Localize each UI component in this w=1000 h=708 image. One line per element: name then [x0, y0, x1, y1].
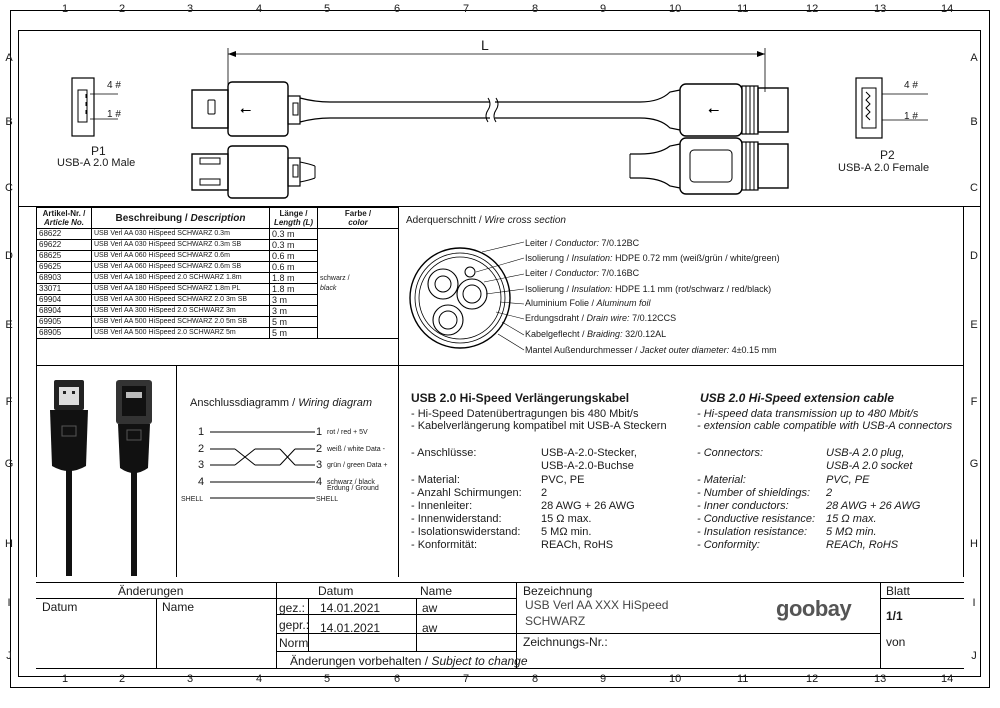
spec-bullet: - extension cable compatible with USB-A connectors — [697, 420, 953, 432]
article-description: USB Verl AA 300 HiSpeed SCHWARZ 2.0 3m SB — [92, 295, 270, 306]
cross-section-item: Erdungsdraht / Drain wire: 7/0.12CCS — [525, 313, 677, 323]
spec-value: USB-A 2.0 socket — [826, 460, 913, 472]
cross-section-item: Isolierung / Insulation: HDPE 0.72 mm (weiß/grün / white/green) — [525, 253, 780, 263]
spec-value: 5 MΩ min. — [826, 526, 877, 538]
column-number: 12 — [806, 673, 819, 685]
row-letter: A — [970, 52, 978, 64]
article-number: 69905 — [37, 317, 92, 328]
article-length: 0.3 m — [270, 240, 318, 251]
row-letter: D — [970, 250, 978, 262]
row-letter: F — [970, 396, 978, 408]
row-letter: J — [6, 650, 12, 662]
spec-key: - Material: — [697, 474, 746, 486]
column-number: 14 — [941, 673, 954, 685]
von-label: von — [886, 635, 906, 649]
article-number: 68625 — [37, 251, 92, 262]
wiring-label: grün / green Data + — [327, 462, 388, 469]
column-number: 10 — [669, 673, 682, 685]
spec-value: 5 MΩ min. — [541, 526, 592, 538]
row-letter: I — [972, 597, 976, 609]
wiring-label: schwarz / black — [327, 479, 375, 486]
row-letter: H — [5, 538, 13, 550]
spec-value: 2 — [826, 487, 833, 499]
datum-header: Datum — [318, 584, 354, 598]
p1-desc: USB-A 2.0 Male — [57, 157, 136, 169]
designation-line-1: USB Verl AA XXX HiSpeed — [525, 598, 669, 612]
column-number: 2 — [119, 3, 126, 15]
column-number: 13 — [874, 673, 887, 685]
wiring-left-pin: 2 — [198, 443, 205, 455]
column-number: 7 — [463, 673, 470, 685]
brand-logo: goobay — [776, 596, 852, 621]
changes-name-col: Name — [162, 600, 195, 614]
article-length: 3 m — [270, 295, 318, 306]
row-letter: A — [5, 52, 13, 64]
changes-label: Änderungen — [118, 584, 184, 598]
article-table — [36, 207, 399, 339]
column-number: 6 — [394, 3, 401, 15]
row-letter: E — [5, 319, 13, 331]
article-description: USB Verl AA 060 HiSpeed SCHWARZ 0.6m SB — [92, 262, 270, 273]
gepr-label: gepr.: — [279, 618, 310, 632]
column-number: 2 — [119, 673, 126, 685]
p2-pin1-label: 1 # — [904, 111, 918, 122]
blatt-label: Blatt — [886, 584, 911, 598]
column-number: 1 — [62, 673, 69, 685]
svg-text:⭠: ⭠ — [708, 102, 720, 118]
article-number: 69622 — [37, 240, 92, 251]
column-number: 7 — [463, 3, 470, 15]
column-number: 12 — [806, 3, 819, 15]
description-header: Beschreibung / Description — [92, 208, 270, 229]
wiring-right-pin: 3 — [316, 459, 323, 471]
gepr-date: 14.01.2021 — [320, 621, 381, 635]
article-length: 0.6 m — [270, 262, 318, 273]
column-number: 14 — [941, 3, 954, 15]
spec-value: PVC, PE — [826, 474, 870, 486]
spec-key: - Inner conductors: — [697, 500, 789, 512]
row-letter: D — [5, 250, 13, 262]
column-number: 3 — [187, 673, 194, 685]
row-letter: C — [970, 182, 978, 194]
article-description: USB Verl AA 500 HiSpeed 2.0 SCHWARZ 5m — [92, 328, 270, 339]
spec-key: - Anschlüsse: — [411, 447, 477, 459]
column-number: 3 — [187, 3, 194, 15]
color-header: Farbe / color — [318, 208, 399, 229]
p1-pin1-label: 1 # — [107, 109, 121, 120]
spec-value: 28 AWG + 26 AWG — [826, 500, 921, 512]
row-letter: F — [5, 396, 13, 408]
article-number: 68622 — [37, 229, 92, 240]
article-header: Artikel-Nr. / Article No. — [37, 208, 92, 229]
specs-de-title: USB 2.0 Hi-Speed Verlängerungskabel — [411, 391, 630, 405]
wiring-ground-label: Erdung / Ground — [327, 485, 379, 492]
spec-key: - Number of shieldings: — [697, 487, 811, 499]
article-color: schwarz / black — [318, 229, 399, 339]
cross-section-item: Leiter / Conductor: 7/0.16BC — [525, 268, 640, 278]
spec-bullet: - Kabelverlängerung kompatibel mit USB-A Steckern — [411, 420, 667, 432]
spec-key: - Konformität: — [411, 539, 478, 551]
spec-value: 2 — [541, 487, 548, 499]
sheet-number: 1/1 — [886, 609, 903, 623]
column-number: 6 — [394, 673, 401, 685]
p2-name: P2 — [880, 148, 895, 162]
row-letter: J — [971, 650, 977, 662]
p1-pin4-label: 4 # — [107, 80, 121, 91]
svg-text:⭠: ⭠ — [240, 102, 252, 118]
wiring-right-pin: 4 — [316, 476, 323, 488]
wiring-right-pin: 1 — [316, 426, 323, 438]
spec-key: - Anzahl Schirmungen: — [411, 487, 522, 499]
column-number: 11 — [737, 3, 749, 15]
article-length: 0.6 m — [270, 251, 318, 262]
column-number: 11 — [737, 673, 749, 685]
row-letter: B — [5, 116, 13, 128]
row-letter: G — [4, 458, 14, 470]
spec-bullet: - Hi-speed data transmission up to 480 Mbit/s — [697, 408, 919, 420]
column-number: 9 — [600, 673, 607, 685]
article-number: 68904 — [37, 306, 92, 317]
cross-section-item: Leiter / Conductor: 7/0.12BC — [525, 238, 640, 248]
gez-label: gez.: — [279, 601, 306, 615]
column-number: 4 — [256, 3, 263, 15]
wiring-left-pin: 4 — [198, 476, 205, 488]
column-number: 10 — [669, 3, 682, 15]
article-description: USB Verl AA 030 HiSpeed SCHWARZ 0.3m SB — [92, 240, 270, 251]
article-description: USB Verl AA 300 HiSpeed 2.0 SCHWARZ 3m — [92, 306, 270, 317]
article-description: USB Verl AA 060 HiSpeed SCHWARZ 0.6m — [92, 251, 270, 262]
column-number: 8 — [532, 673, 539, 685]
drawing-number-label: Zeichnungs-Nr.: — [523, 635, 608, 649]
spec-key: - Conductive resistance: — [697, 513, 815, 525]
spec-key: - Insulation resistance: — [697, 526, 808, 538]
wiring-left-pin: 1 — [198, 426, 205, 438]
spec-value: USB-A-2.0-Buchse — [541, 460, 634, 472]
article-number: 68903 — [37, 273, 92, 284]
wiring-lines — [205, 425, 323, 505]
article-description: USB Verl AA 180 HiSpeed 2.0 SCHWARZ 1.8m — [92, 273, 270, 284]
spec-value: USB-A-2.0-Stecker, — [541, 447, 637, 459]
spec-key: - Innenleiter: — [411, 500, 473, 512]
row-letter: I — [7, 597, 11, 609]
cable-photo — [38, 368, 174, 576]
spec-value: USB-A 2.0 plug, — [826, 447, 905, 459]
wiring-left-pin: 3 — [198, 459, 205, 471]
article-length: 1.8 m — [270, 284, 318, 295]
p1-name: P1 — [91, 144, 106, 158]
wiring-label: weiß / white Data - — [327, 446, 385, 453]
cable-drawing — [40, 32, 970, 204]
change-notice: Änderungen vorbehalten / Subject to change — [290, 654, 528, 668]
column-number: 1 — [62, 3, 69, 15]
cross-section-title: Aderquerschnitt / Wire cross section — [406, 215, 566, 226]
p2-pin4-label: 4 # — [904, 80, 918, 91]
row-letter: G — [969, 458, 979, 470]
wiring-label: rot / red + 5V — [327, 429, 368, 436]
gez-name: aw — [422, 601, 438, 615]
shell-right: SHELL — [316, 496, 339, 503]
spec-key: - Innenwiderstand: — [411, 513, 502, 525]
name-header: Name — [420, 584, 453, 598]
spec-value: 15 Ω max. — [826, 513, 877, 525]
spec-key: - Conformity: — [697, 539, 760, 551]
article-description: USB Verl AA 030 HiSpeed SCHWARZ 0.3m — [92, 229, 270, 240]
spec-key: - Material: — [411, 474, 460, 486]
cross-section-item: Mantel Außendurchmesser / Jacket outer diameter: 4±0.15 mm — [525, 345, 777, 355]
article-row — [37, 229, 399, 240]
article-number: 69904 — [37, 295, 92, 306]
spec-value: 15 Ω max. — [541, 513, 592, 525]
row-letter: E — [970, 319, 978, 331]
article-length: 5 m — [270, 317, 318, 328]
cross-section-item: Kabelgeflecht / Braiding: 32/0.12AL — [525, 329, 667, 339]
spec-value: PVC, PE — [541, 474, 585, 486]
spec-value: REACh, RoHS — [541, 539, 614, 551]
row-letter: B — [970, 116, 978, 128]
spec-value: REACh, RoHS — [826, 539, 899, 551]
article-length: 3 m — [270, 306, 318, 317]
wiring-title: Anschlussdiagramm / Wiring diagram — [190, 397, 373, 409]
article-number: 33071 — [37, 284, 92, 295]
shell-left: SHELL — [181, 496, 204, 503]
p2-desc: USB-A 2.0 Female — [838, 162, 930, 174]
cross-section-item: Aluminium Folie / Aluminum foil — [525, 298, 651, 308]
column-number: 5 — [324, 673, 331, 685]
spec-key: - Connectors: — [697, 447, 764, 459]
row-letter: C — [5, 182, 13, 194]
article-length: 1.8 m — [270, 273, 318, 284]
designation-line-2: SCHWARZ — [525, 614, 586, 628]
column-number: 9 — [600, 3, 607, 15]
specs-en-title: USB 2.0 Hi-Speed extension cable — [700, 391, 895, 405]
spec-value: 28 AWG + 26 AWG — [541, 500, 635, 512]
article-length: 0.3 m — [270, 229, 318, 240]
column-number: 5 — [324, 3, 331, 15]
article-description: USB Verl AA 500 HiSpeed SCHWARZ 2.0 5m SB — [92, 317, 270, 328]
spec-key: - Isolationswiderstand: — [411, 526, 521, 538]
bezeichnung-label: Bezeichnung — [523, 584, 593, 598]
cross-section-item: Isolierung / Insulation: HDPE 1.1 mm (rot/schwarz / red/black) — [525, 284, 772, 294]
cross-section-drawing — [406, 232, 526, 356]
article-length: 5 m — [270, 328, 318, 339]
changes-datum-col: Datum — [42, 600, 78, 614]
norm-label: Norm — [279, 636, 309, 650]
length-label: L — [481, 37, 489, 53]
row-letter: H — [970, 538, 978, 550]
gez-date: 14.01.2021 — [320, 601, 381, 615]
article-number: 68905 — [37, 328, 92, 339]
column-number: 4 — [256, 673, 263, 685]
column-number: 13 — [874, 3, 887, 15]
spec-bullet: - Hi-Speed Datenübertragungen bis 480 Mbit/s — [411, 408, 639, 420]
gepr-name: aw — [422, 621, 438, 635]
column-number: 8 — [532, 3, 539, 15]
article-description: USB Verl AA 180 HiSpeed SCHWARZ 1.8m PL — [92, 284, 270, 295]
length-header: Länge / Length (L) — [270, 208, 318, 229]
article-number: 69625 — [37, 262, 92, 273]
wiring-right-pin: 2 — [316, 443, 323, 455]
